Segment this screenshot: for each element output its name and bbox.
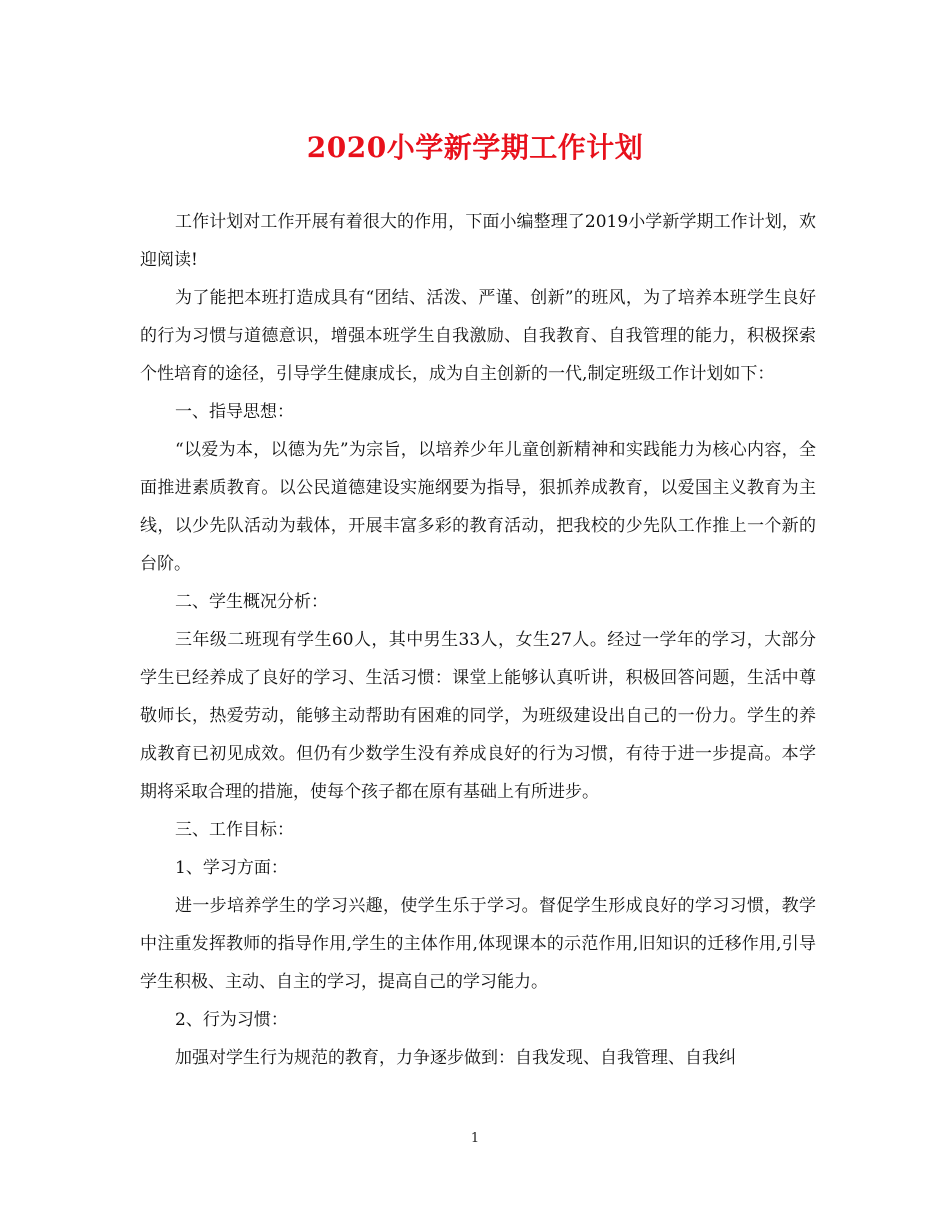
paragraph-guiding-thought: “以爱为本，以德为先”为宗旨，以培养少年儿童创新精神和实践能力为核心内容，全面推进素质教育。以公民道德建设实施纲要为指导，狠抓养成教育，以爱国主义教育为主线，以少先队活动为载体，开展丰富多彩的教育活动，把我校的少先队工作推上一个新的台阶。 — [140, 440, 816, 574]
section-heading-work-goals: 三、工作目标： — [175, 820, 294, 840]
paragraph-study: 进一步培养学生的学习兴趣，使学生乐于学习。督促学生形成良好的学习习惯，教学中注重发挥教师的指导作用,学生的主体作用,体现课本的示范作用,旧知识的迁移作用,引导学生积极、主动、自主的学习，提高自己的学习能力。 — [140, 896, 816, 992]
subheading-study: 1、学习方面： — [175, 858, 288, 878]
page-number: 1 — [470, 1131, 480, 1146]
paragraph-intro: 工作计划对工作开展有着很大的作用，下面小编整理了2019小学新学期工作计划，欢迎阅读! — [140, 212, 816, 270]
subheading-behavior: 2、行为习惯： — [175, 1010, 288, 1030]
paragraph-behavior: 加强对学生行为规范的教育，力争逐步做到：自我发现、自我管理、自我纠 — [175, 1048, 736, 1068]
section-heading-student-analysis: 二、学生概况分析： — [175, 592, 328, 612]
section-heading-guiding-thought: 一、指导思想： — [175, 402, 294, 422]
paragraph-purpose: 为了能把本班打造成具有“团结、活泼、严谨、创新”的班风，为了培养本班学生良好的行为习惯与道德意识，增强本班学生自我激励、自我教育、自我管理的能力，积极探索个性培育的途径，引导学生健康成长，成为自主创新的一代,制定班级工作计划如下： — [140, 288, 816, 384]
paragraph-student-analysis: 三年级二班现有学生60人，其中男生33人，女生27人。经过一学年的学习，大部分学生已经养成了良好的学习、生活习惯：课堂上能够认真听讲，积极回答问题，生活中尊敬师长，热爱劳动，能够主动帮助有困难的同学，为班级建设出自己的一份力。学生的养成教育已初见成效。但仍有少数学生没有养成良好的行为习惯，有待于进一步提高。本学期将采取合理的措施，使每个孩子都在原有基础上有所进步。 — [140, 630, 816, 802]
document-title: 2020小学新学期工作计划 — [306, 131, 644, 164]
document-body — [140, 203, 816, 1077]
